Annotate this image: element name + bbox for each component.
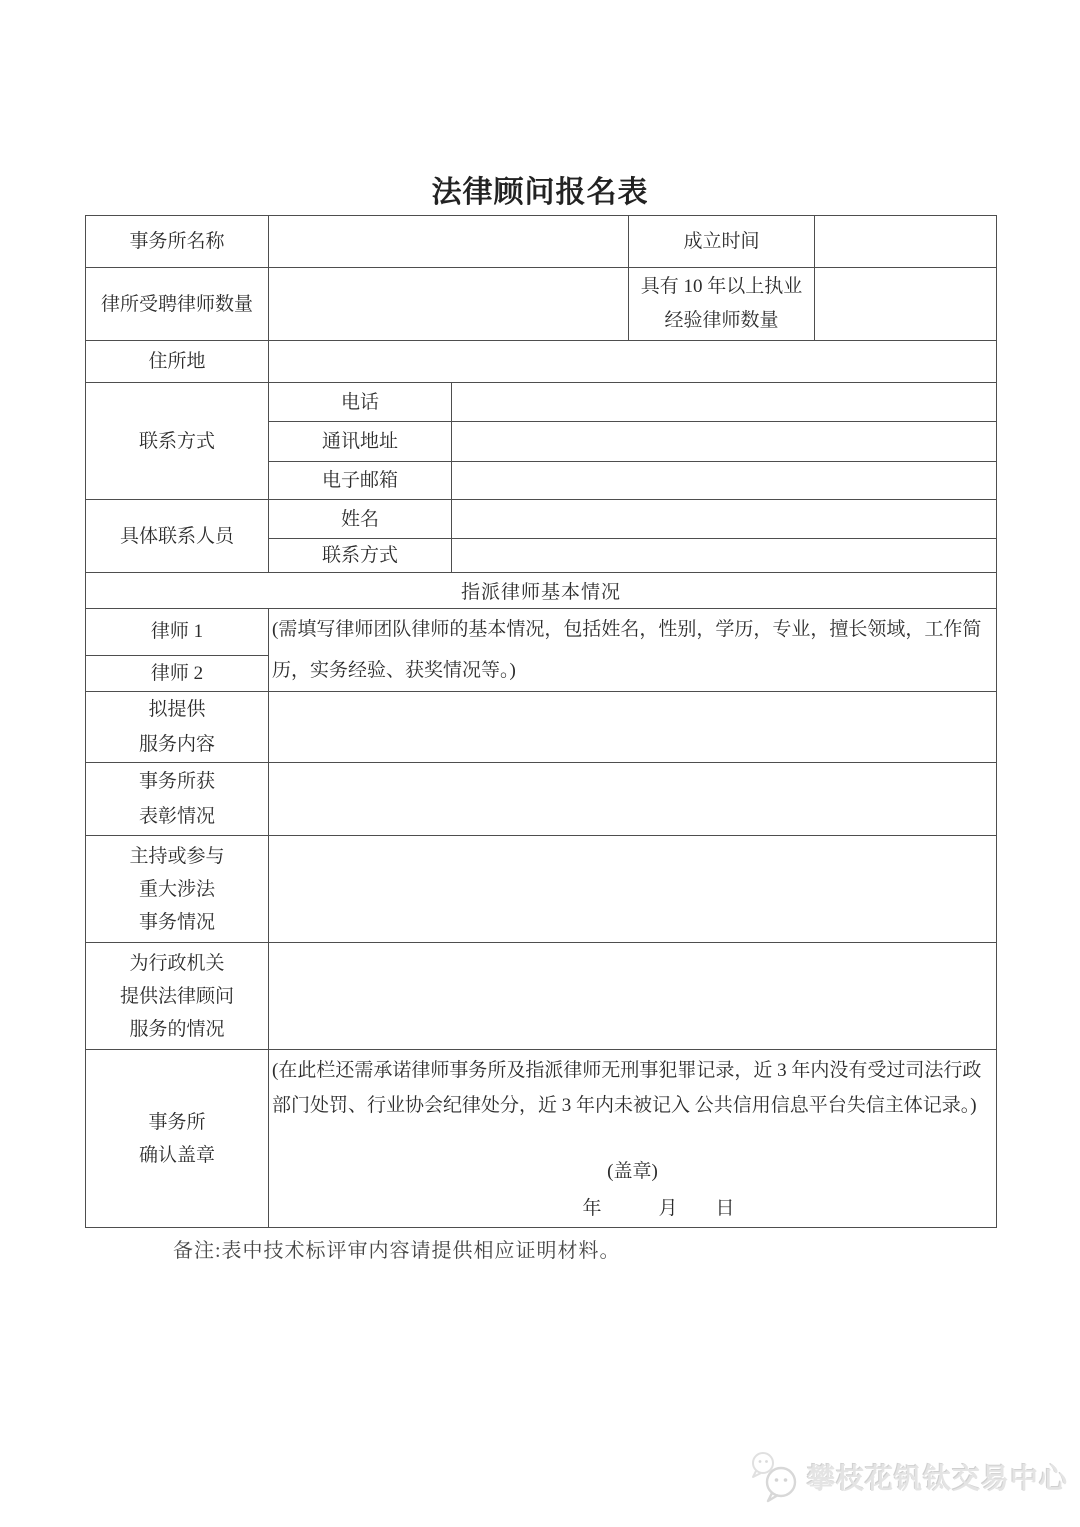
residence-label: 住所地: [86, 341, 269, 383]
phone-value-cell: [452, 383, 997, 422]
proposed-services-label: [86, 692, 269, 763]
legal-advisor-registration-table: [85, 215, 997, 1228]
contact-person-name-label: 姓名: [269, 500, 452, 539]
firm-seal-label-line: 事务所: [148, 1111, 206, 1133]
table-row: [86, 943, 997, 1050]
gov-legal-advisory-label-line: 为行政机关: [129, 952, 225, 974]
senior-lawyer-count-label: 具有 10 年以上执业经验律师数量: [629, 268, 815, 341]
table-row: [86, 216, 997, 268]
commendation-label: [86, 763, 269, 836]
lawyer-1-label: 律师 1: [86, 609, 269, 656]
table-row: [86, 692, 997, 763]
watermark-text: 攀枝花钒钛交易中心: [807, 1464, 1069, 1495]
residence-value-cell: [269, 341, 997, 383]
lawyer-2-label: 律师 2: [86, 655, 269, 691]
gov-legal-advisory-label-line: 提供法律顾问: [119, 985, 234, 1007]
form-title: 法律顾问报名表: [431, 176, 649, 209]
firm-name-value-cell: [269, 216, 629, 268]
major-legal-affairs-value-cell: [269, 836, 997, 943]
establishment-date-label: 成立时间: [629, 216, 815, 268]
watermark: [750, 1450, 1068, 1504]
table-row: [86, 383, 997, 422]
contact-person-name-value-cell: [452, 500, 997, 539]
table-row: [86, 500, 997, 539]
commendation-label-line: 表彰情况: [138, 806, 215, 827]
gov-legal-advisory-value-cell: [269, 943, 997, 1050]
commendation-value-cell: [269, 763, 997, 836]
table-row: [86, 763, 997, 836]
email-value-cell: [452, 462, 997, 500]
table-row: [86, 836, 997, 943]
firm-seal-label: [86, 1050, 269, 1228]
firm-name-label: 事务所名称: [86, 216, 269, 268]
email-label: 电子邮箱: [269, 462, 452, 500]
contact-method-label: 联系方式: [86, 383, 269, 500]
proposed-services-label-line: 服务内容: [138, 734, 215, 755]
contact-person-label: 具体联系人员: [86, 500, 269, 573]
chat-bubbles-icon: [750, 1450, 802, 1504]
table-row: [86, 609, 997, 656]
lawyer-team-description: (需填写律师团队律师的基本情况，包括姓名，性别，学历，专业，擅长领域，工作简历，实务经验、获奖情况等。): [269, 609, 997, 692]
phone-label: 电话: [269, 383, 452, 422]
commendation-label-line: 事务所获: [138, 771, 215, 792]
proposed-services-label-line: 拟提供: [148, 699, 206, 720]
seal-stamp-hint: (盖章): [607, 1161, 658, 1182]
establishment-date-value-cell: [815, 216, 997, 268]
major-legal-affairs-label-line: 主持或参与: [129, 845, 225, 867]
proposed-services-value-cell: [269, 692, 997, 763]
gov-legal-advisory-label: [86, 943, 269, 1050]
seal-date-line: 年 月 日: [582, 1198, 735, 1219]
employed-lawyer-count-value-cell: [269, 268, 629, 341]
mailing-address-value-cell: [452, 422, 997, 462]
table-row: [86, 1050, 997, 1228]
note-text: 备注:表中技术标评审内容请提供相应证明材料。: [173, 1240, 621, 1262]
table-row: [86, 341, 997, 383]
contact-person-method-value-cell: [452, 539, 997, 573]
table-row: [86, 268, 997, 341]
mailing-address-label: 通讯地址: [269, 422, 452, 462]
senior-lawyer-count-value-cell: [815, 268, 997, 341]
major-legal-affairs-label-line: 事务情况: [138, 911, 215, 933]
contact-person-method-label: 联系方式: [269, 539, 452, 573]
seal-statement: (在此栏还需承诺律师事务所及指派律师无刑事犯罪记录，近 3 年内没有受过司法行政部门处罚、行业协会纪律处分，近 3 年内未被记入 公共信用信息平台失信主体记录。): [272, 1060, 982, 1116]
employed-lawyer-count-label: 律所受聘律师数量: [86, 268, 269, 341]
table-row: [86, 573, 997, 609]
assigned-lawyer-section-header: 指派律师基本情况: [86, 573, 997, 609]
firm-seal-label-line: 确认盖章: [138, 1144, 215, 1166]
major-legal-affairs-label-line: 重大涉法: [138, 878, 215, 900]
major-legal-affairs-label: [86, 836, 269, 943]
gov-legal-advisory-label-line: 服务的情况: [129, 1018, 225, 1040]
firm-seal-content-cell: [269, 1050, 997, 1228]
